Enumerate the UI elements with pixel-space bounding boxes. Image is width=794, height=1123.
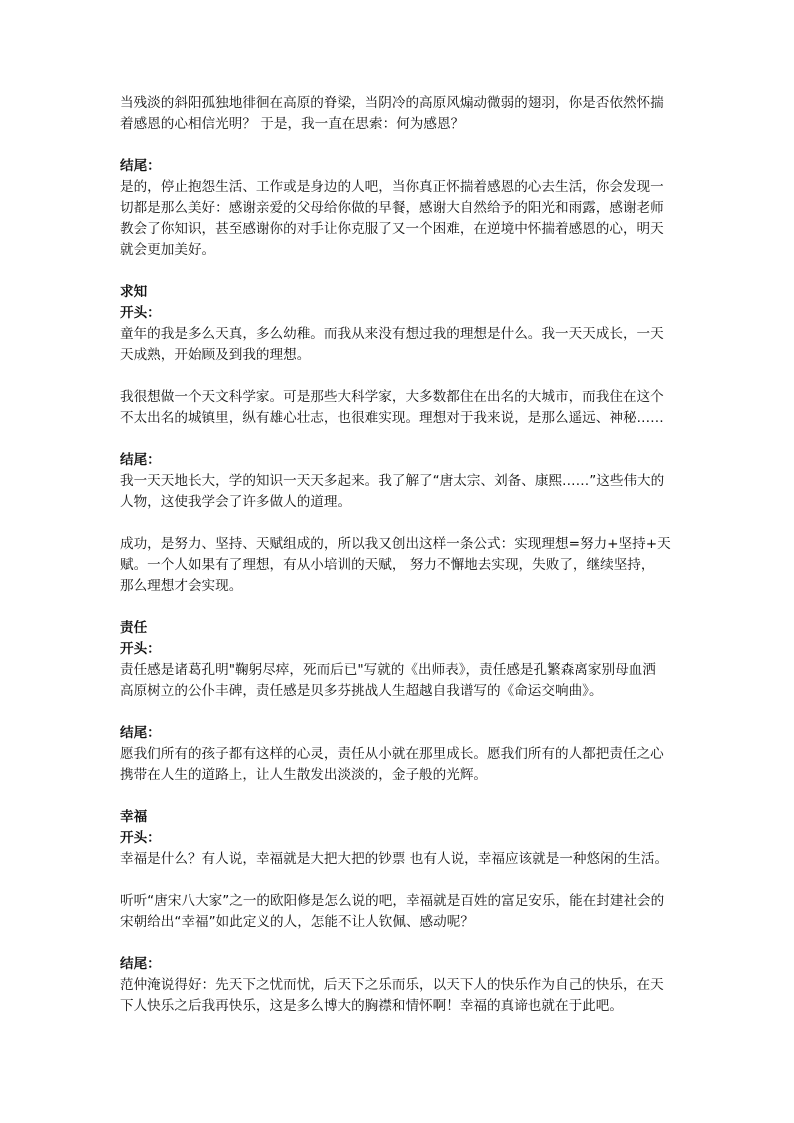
section-heading: 幸福: [120, 809, 148, 825]
blank-line: [120, 135, 680, 156]
section-label: 开头：: [120, 830, 161, 846]
paragraph: [120, 891, 680, 933]
document-page: [120, 93, 680, 1017]
blank-line: [120, 261, 680, 282]
paragraph-line: 我很想做一个天文科学家。可是那些大科学家，大多数都住在出名的大城市，而我住在这个: [120, 389, 664, 405]
blank-line: [120, 366, 680, 387]
paragraph-line: 愿我们所有的孩子都有这样的心灵，责任从小就在那里成长。愿我们所有的人都把责任之心: [120, 746, 664, 762]
paragraph-line: 教会了你知识，甚至感谢你的对手让你克服了又一个困难，在逆境中怀揣着感恩的心，明天: [120, 221, 664, 237]
paragraph-line: 不太出名的城镇里，纵有雄心壮志，也很难实现。理想对于我来说，是那么遥远、神秘……: [120, 410, 664, 426]
blank-line: [120, 933, 680, 954]
paragraph: [120, 387, 680, 429]
section-label: 结尾：: [120, 956, 161, 972]
blank-line: [120, 870, 680, 891]
paragraph: [120, 975, 680, 1017]
paragraph: [120, 849, 680, 870]
paragraph-line: 就会更加美好。: [120, 242, 216, 258]
paragraph-line: 责任感是诸葛孔明"鞠躬尽瘁，死而后已"写就的《出师表》，责任感是孔繁森离家别母血洒: [120, 662, 656, 678]
section-label: 开头：: [120, 305, 161, 321]
paragraph: [120, 660, 680, 702]
paragraph-line: 幸福是什么？有人说，幸福就是大把大把的钞票 也有人说，幸福应该就是一种悠闲的生活。: [120, 851, 669, 867]
paragraph-line: 高原树立的公仆丰碑，责任感是贝多芬挑战人生超越自我谱写的《命运交响曲》。: [120, 683, 603, 699]
section-heading: 责任: [120, 620, 148, 636]
section-heading: 求知: [120, 284, 148, 300]
blank-line: [120, 786, 680, 807]
section-label: 结尾：: [120, 725, 161, 741]
blank-line: [120, 597, 680, 618]
blank-line: [120, 513, 680, 534]
paragraph-line: 赋。一个人如果有了理想，有从小培训的天赋， 努力不懈地去实现，失败了，继续坚持，: [120, 557, 655, 573]
blank-line: [120, 702, 680, 723]
paragraph-line: 范仲淹说得好：先天下之忧而忧，后天下之乐而乐，以天下人的快乐作为自己的快乐，在天: [120, 977, 664, 993]
paragraph-line: 听听“唐宋八大家”之一的欧阳修是怎么说的吧，幸福就是百姓的富足安乐，能在封建社会的: [120, 893, 665, 909]
paragraph-line: 携带在人生的道路上，让人生散发出淡淡的，金子般的光辉。: [120, 767, 488, 783]
paragraph-line: 童年的我是多么天真，多么幼稚。而我从来没有想过我的理想是什么。我一天天成长，一天: [120, 326, 664, 342]
paragraph-line: 当残淡的斜阳孤独地徘徊在高原的脊梁，当阴冷的高原风煽动微弱的翅羽，你是否依然怀揣: [120, 95, 664, 111]
paragraph: [120, 471, 680, 513]
section-label: 结尾：: [120, 158, 161, 174]
paragraph-line: 切都是那么美好：感谢亲爱的父母给你做的早餐，感谢大自然给予的阳光和雨露，感谢老师: [120, 200, 664, 216]
section-label: 开头：: [120, 641, 161, 657]
paragraph-line: 成功，是努力、坚持、天赋组成的，所以我又创出这样一条公式：实现理想=努力+坚持+天: [120, 536, 671, 552]
section-label: 结尾：: [120, 452, 161, 468]
paragraph-line: 人物，这使我学会了许多做人的道理。: [120, 494, 352, 510]
paragraph-line: 是的，停止抱怨生活、工作或是身边的人吧，当你真正怀揣着感恩的心去生活，你会发现一: [120, 179, 664, 195]
blank-line: [120, 429, 680, 450]
paragraph-line: 我一天天地长大，学的知识一天天多起来。我了解了“唐太宗、刘备、康熙……”这些伟大的: [120, 473, 665, 489]
paragraph-line: 下人快乐之后我再快乐，这是多么博大的胸襟和情怀啊！幸福的真谛也就在于此吧。: [120, 998, 623, 1014]
paragraph: [120, 324, 680, 366]
paragraph: [120, 534, 680, 597]
paragraph-line: 着感恩的心相信光明？ 于是，我一直在思索：何为感恩？: [120, 116, 465, 132]
paragraph: [120, 744, 680, 786]
paragraph: [120, 177, 680, 261]
paragraph-line: 宋朝给出“幸福”如此定义的人，怎能不让人钦佩、感动呢？: [120, 914, 474, 930]
paragraph-line: 天成熟，开始顾及到我的理想。: [120, 347, 311, 363]
paragraph: [120, 93, 680, 135]
paragraph-line: 那么理想才会实现。: [120, 578, 243, 594]
